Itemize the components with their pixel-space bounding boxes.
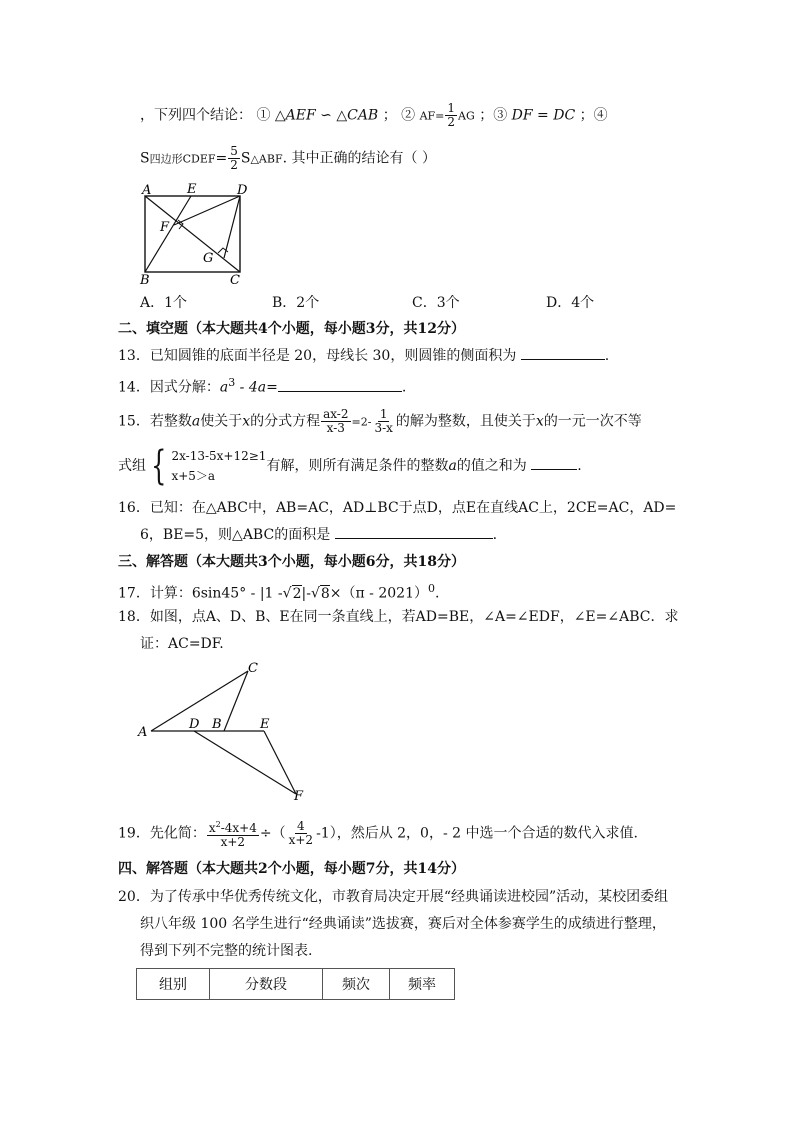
q15-mid2: 的分式方程 [250,413,321,430]
frac-den: x-3 [326,421,345,435]
q15-fraction-2 [372,408,394,435]
q15-fraction-1 [321,408,350,435]
q14-prefix: 14．因式分解： [118,379,220,396]
q15-x: x [242,413,251,430]
segment-df [194,731,296,794]
q16-answer-blank[interactable] [335,524,493,539]
frac-den: 3-x [374,421,393,435]
segment-cb [224,671,248,731]
q17-mid: |- [301,585,311,602]
label-a: A [142,183,152,198]
label-c: C [230,273,240,288]
q19-fraction-1 [207,818,259,849]
q14 [118,372,406,399]
q20-line2: 织八年级 100 名学生进行“经典诵读”选拔赛，赛后对全体参赛学生的成绩进行整理， [140,916,666,932]
area-s2: S [240,150,251,167]
option-c[interactable]: C．3个 [412,295,460,311]
q19-fraction-2 [287,820,315,847]
q12-c2-rhs: AG [458,109,475,123]
q20-stats-table [136,968,455,1000]
q17-sqrt8: 8 [320,585,330,602]
q15-a: a [191,413,201,430]
label-a: A [138,725,148,740]
q12-tail: . 其中正确的结论有（ ） [282,150,436,167]
q15-tail: 的解为整数，且使关于 [395,413,536,430]
q12-rectangle-figure [134,180,260,288]
segment-fd [174,196,240,225]
area-sub2: △ABF [250,152,283,166]
label-g: G [203,251,214,266]
label-d: D [189,717,200,732]
num-base: x [208,821,216,835]
q12-mark-2: ② [401,107,416,124]
frac-den: 2 [230,158,238,172]
q15-l2-mid: 有解，则所有满足条件的整数 [266,458,449,474]
label-e: E [260,717,270,732]
q15-l2-prefix: 式组 [118,458,146,474]
q13 [118,345,609,367]
header-frequency-rate: 频率 [390,969,455,1000]
q12-prefix: ，下列四个结论： [140,107,252,124]
option-a[interactable]: A．1个 [140,295,188,311]
q15-prefix: 15．若整数 [118,413,192,430]
label-f: F [160,220,170,235]
q19-div: ÷（ [259,825,286,842]
q18-triangles-figure [134,658,314,804]
area-eq: = [215,150,228,167]
q15-x2: x [535,413,544,430]
section-4-title: 四、解答题（本大题共2个小题，每小题7分，共14分） [118,861,465,877]
q15-line1 [118,408,642,435]
q12-area-fraction [228,145,240,172]
q12-c2-lhs: AF= [419,109,445,123]
frac-num: ax-2 [323,407,349,421]
inequality-1: 2x-13-5x+12≥1 [171,449,267,463]
q12-conclusion-1: △AEF ∽ △CAB [274,107,379,124]
q19-tail: -1），然后从 2，0，- 2 中选一个合适的数代入求值. [316,825,638,842]
header-frequency-count: 频次 [323,969,390,1000]
q16-text: 6，BE=5，则△ABC的面积是 [140,527,331,543]
num-rest: -4x+4 [220,821,257,835]
frac-num: 4 [297,819,305,833]
q15-a2: a [448,458,457,474]
q12-conclusions-line [140,102,608,129]
q12-mark-3: ；③ [479,107,508,124]
header-score-range: 分数段 [210,969,323,1000]
q14-var: a [219,379,229,396]
q15-line2 [118,443,582,489]
frac-num: 1 [447,101,456,115]
inequality-2: x+5＞a [171,469,216,483]
label-c: C [248,661,258,676]
q12-options [140,292,660,314]
q15-eq: =2- [351,415,372,429]
section-2-title: 二、填空题（本大题共4个小题，每小题3分，共12分） [118,321,465,337]
num-sup: 2 [215,820,221,829]
q15-answer-blank[interactable] [531,455,577,470]
label-f: F [294,789,304,804]
section-3-title: 三、解答题（本大题共3个小题，每小题6分，共18分） [118,554,465,570]
q13-text: 13．已知圆锥的底面半径是 20，母线长 30，则圆锥的侧面积为 [118,348,517,364]
q17-prefix: 17．计算：6sin45° - |1 - [118,585,283,602]
frac-num: 1 [379,407,388,421]
q17-sqrt2: 2 [292,585,302,602]
q12-mark-1: ① [256,107,271,124]
q14-tail: - 4a= [235,379,278,396]
q14-sup: 3 [228,376,236,389]
q13-end: . [604,348,610,364]
area-sub: 四边形CDEF [149,152,216,166]
q15-inequality-system [171,446,266,486]
segment-ac [151,671,248,731]
frac-den: 2 [447,115,456,129]
label-d: D [237,183,248,198]
area-s: S [140,150,150,167]
q15-l2-tail: 的值之和为 [456,458,527,474]
frac-num: 5 [230,144,238,158]
q12-semicolon: ； [382,107,397,124]
option-d[interactable]: D．4个 [546,295,595,311]
q12-mark-4: ；④ [579,107,608,124]
q15-mid: 使关于 [200,413,243,430]
frac-den: x+2 [288,833,314,847]
q18-line1: 18．如图，点A、D、B、E在同一条直线上，若AD=BE，∠A=∠EDF，∠E=∠ABC．求 [118,609,679,625]
q18-line2: 证：AC=DF. [140,636,224,652]
label-b: B [140,273,150,288]
q20-line1: 20．为了传承中华优秀传统文化，市教育局决定开展“经典诵读进校园”活动，某校团委组 [118,889,669,905]
q17-tail: ×（π - 2021） [329,585,428,602]
q17: 17．计算：6sin45° - |1 -√2|-√8×（π - 2021）$^0$. [118,582,440,602]
segment-dg [224,196,240,258]
q15-end: . [577,458,582,474]
q12-conclusion-3: DF = DC [511,107,576,124]
q16-line1: 16．已知：在△ABC中，AB=AC，AD⊥BC于点D，点E在直线AC上，2CE=AC，AD= [118,500,677,516]
q14-end: . [401,379,407,396]
q14-answer-blank[interactable] [278,377,402,392]
label-b: B [212,717,222,732]
option-b[interactable]: B．2个 [272,295,320,311]
frac-num [207,818,259,836]
q12-c2-fraction [445,102,457,129]
q17-end: . [435,585,440,602]
q12-area-line [140,145,436,172]
q16-end: . [492,527,498,543]
q15-tail2: 的一元一次不等 [543,413,642,430]
q20-line3: 得到下列不完整的统计图表. [140,943,313,959]
header-group: 组别 [137,969,210,1000]
q17-sup: 0 [428,582,435,595]
q19 [118,818,638,848]
frac-den: x+2 [220,835,246,849]
brace-icon: { [151,443,167,489]
q16-line2 [140,524,497,546]
q19-prefix: 19．先化简： [118,825,206,842]
q13-answer-blank[interactable] [521,345,605,360]
table-header-row [137,969,455,1000]
label-e: E [187,182,197,197]
